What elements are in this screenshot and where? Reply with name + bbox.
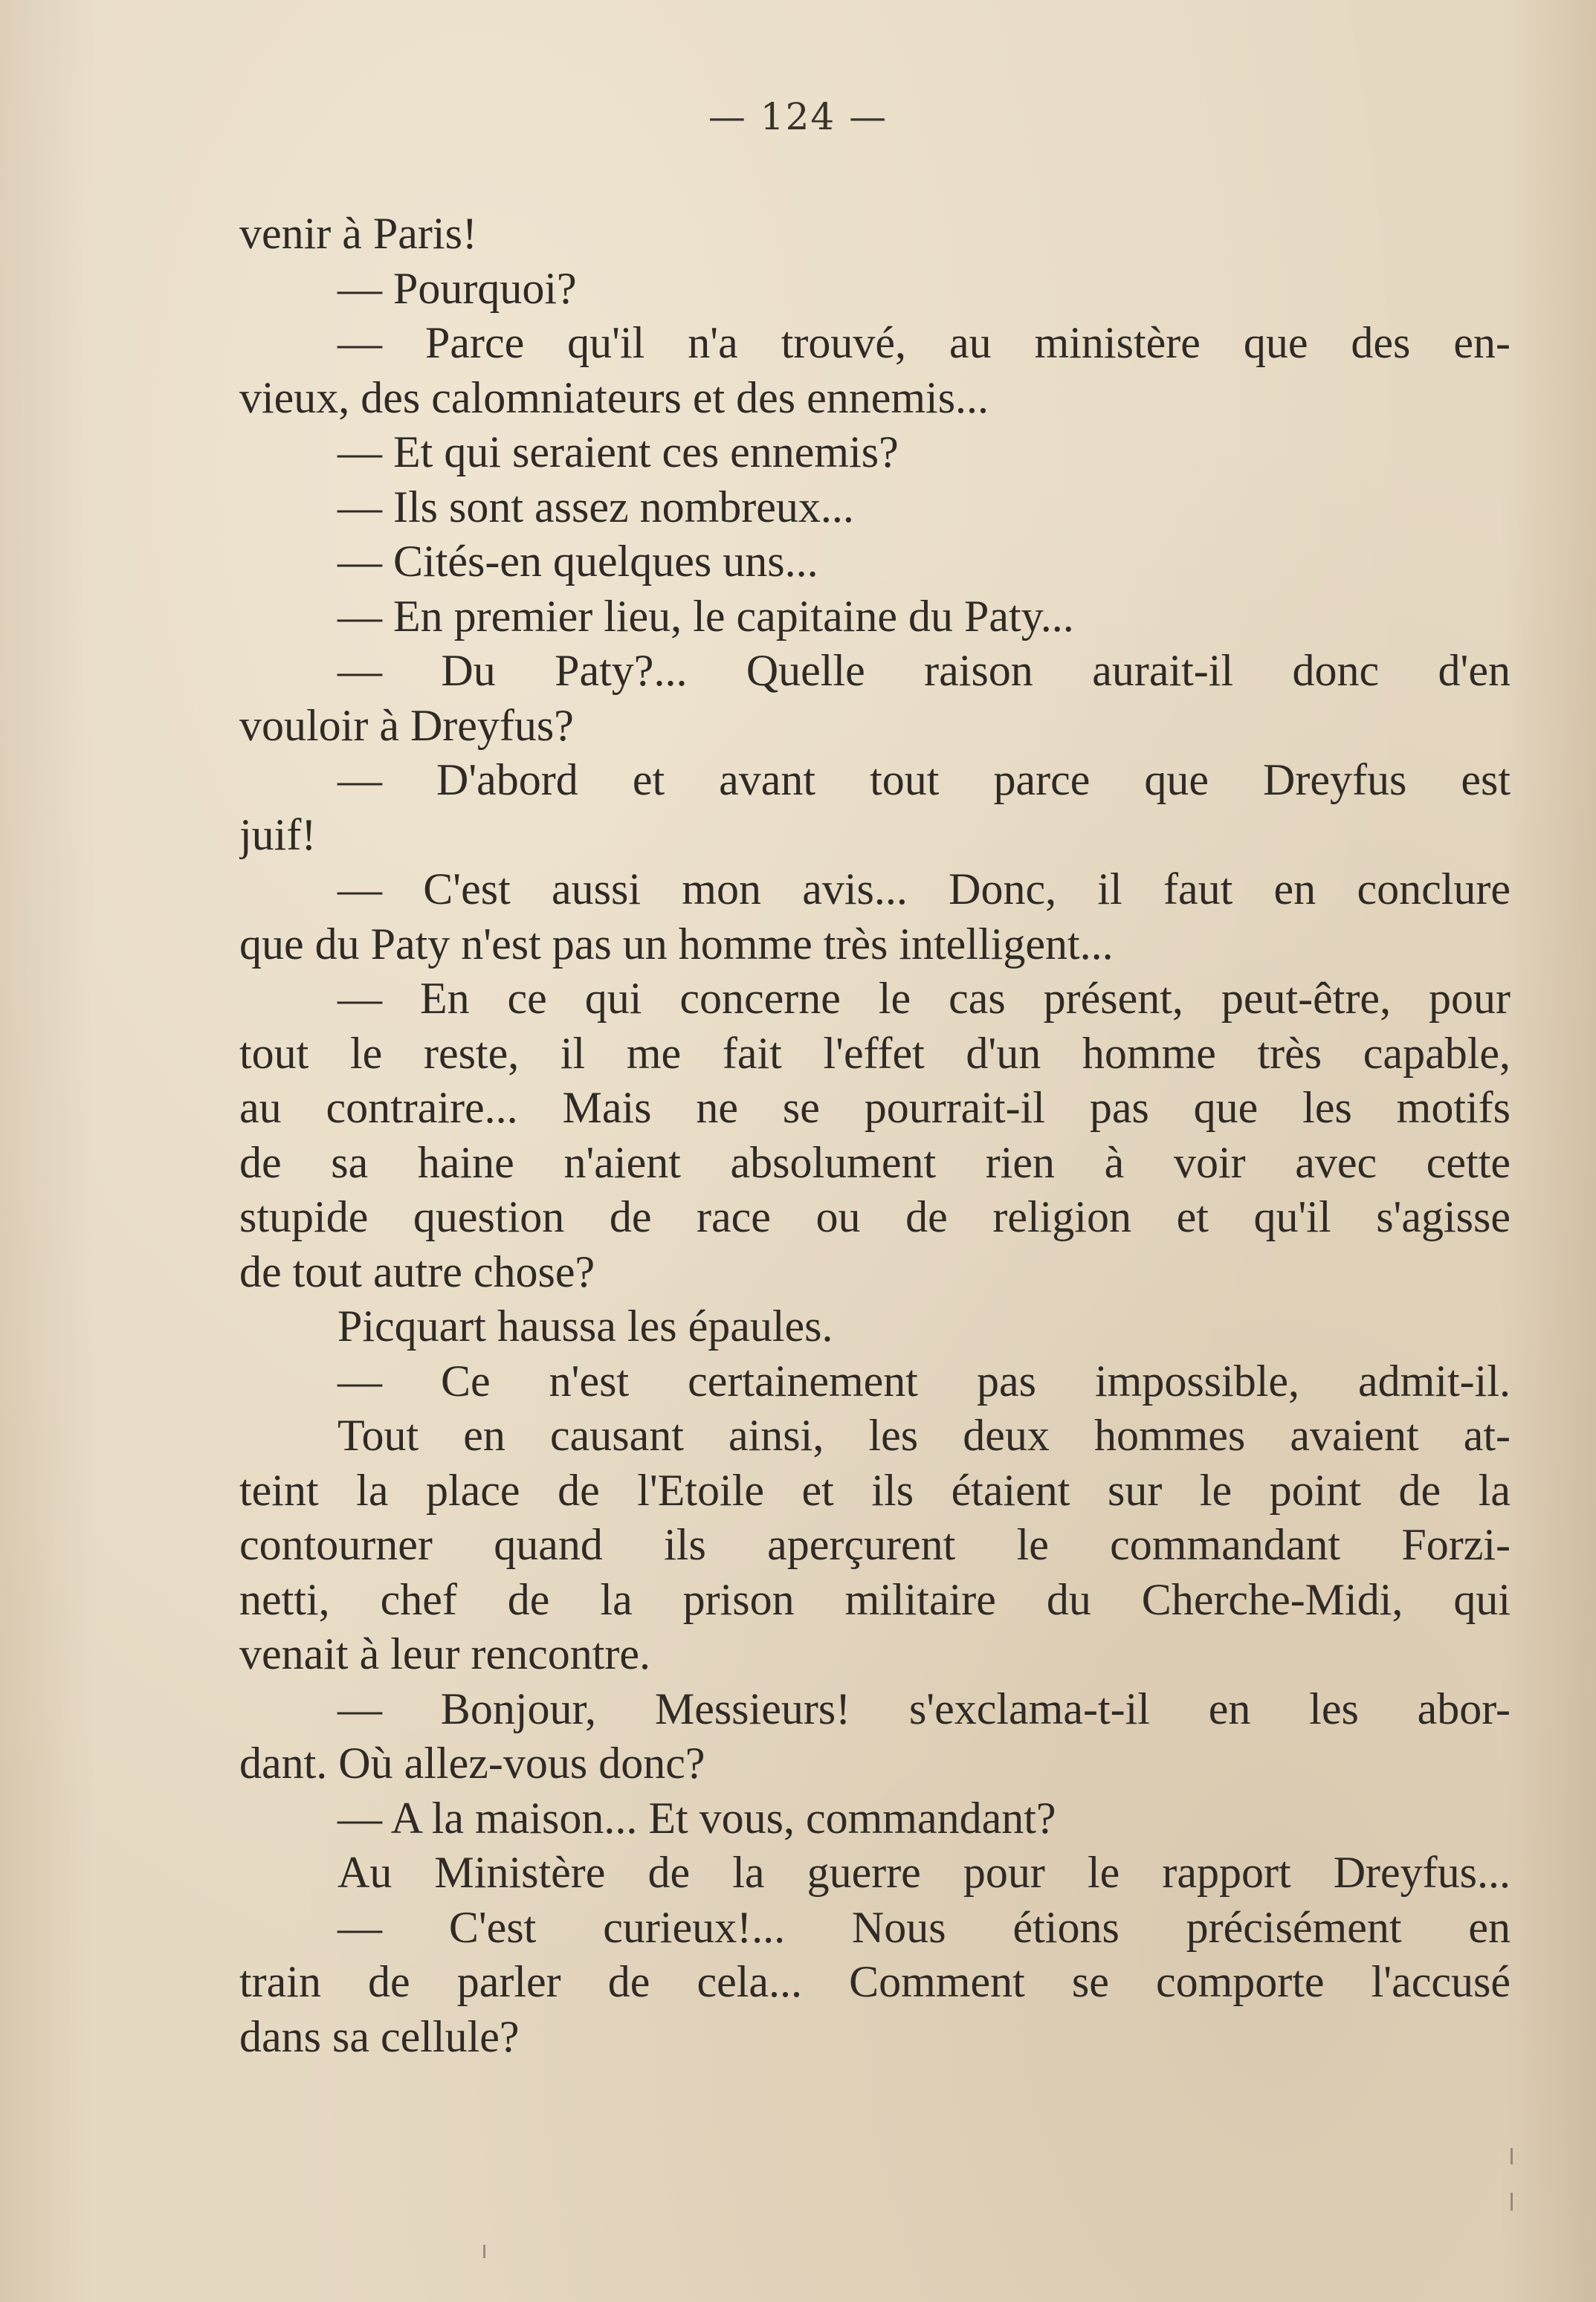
page-body-text: [239, 207, 1511, 2064]
text-line: dans sa cellule?: [239, 2011, 520, 2061]
text-line: stupide question de race ou de religion et qu'il s'agisse: [239, 1192, 1511, 1241]
paper-speck: [1511, 2193, 1513, 2211]
text-line: — En premier lieu, le capitaine du Paty...: [337, 591, 1074, 641]
text-line: — C'est curieux!... Nous étions précisément en: [337, 1902, 1511, 1952]
text-line: train de parler de cela... Comment se comporte l'accusé: [239, 1957, 1511, 2006]
text-line: netti, chef de la prison militaire du Cherche-Midi, qui: [239, 1574, 1511, 1624]
text-line: de sa haine n'aient absolument rien à voir avec cette: [239, 1137, 1511, 1187]
text-line: tout le reste, il me fait l'effet d'un homme très capable,: [239, 1028, 1511, 1078]
text-line: que du Paty n'est pas un homme très intelligent...: [239, 919, 1114, 969]
text-line: — Parce qu'il n'a trouvé, au ministère que des en-: [337, 318, 1511, 367]
text-line: — D'abord et avant tout parce que Dreyfus est: [337, 755, 1511, 804]
paper-speck: [1511, 2148, 1513, 2164]
text-line: — Ce n'est certainement pas impossible, admit-il.: [337, 1356, 1511, 1406]
text-line: — Bonjour, Messieurs! s'exclama-t-il en les abor-: [337, 1684, 1511, 1733]
text-line: — Pourquoi?: [337, 263, 577, 313]
paper-speck: [483, 2245, 485, 2258]
text-line: de tout autre chose?: [239, 1247, 595, 1296]
text-line: — Ils sont assez nombreux...: [337, 482, 854, 531]
text-line: Picquart haussa les épaules.: [337, 1302, 833, 1351]
text-line: — En ce qui concerne le cas présent, peut-être, pour: [337, 974, 1511, 1023]
text-line: Tout en causant ainsi, les deux hommes avaient at-: [337, 1411, 1511, 1460]
text-line: au contraire... Mais ne se pourrait-il pas que les motifs: [239, 1083, 1511, 1132]
text-line: dant. Où allez-vous donc?: [239, 1739, 705, 1788]
text-line: teint la place de l'Etoile et ils étaient sur le point de la: [239, 1465, 1511, 1515]
text-line: — A la maison... Et vous, commandant?: [337, 1793, 1056, 1843]
text-line: — C'est aussi mon avis... Donc, il faut en conclure: [337, 864, 1511, 914]
text-line: vieux, des calomniateurs et des ennemis...: [239, 372, 989, 422]
text-line: juif!: [239, 809, 317, 859]
text-line: contourner quand ils aperçurent le commandant Forzi-: [239, 1520, 1511, 1569]
text-line: — Cités-en quelques uns...: [337, 537, 818, 586]
text-line: vouloir à Dreyfus?: [239, 700, 574, 750]
text-line: Au Ministère de la guerre pour le rapport Dreyfus...: [337, 1848, 1511, 1897]
text-line: — Et qui seraient ces ennemis?: [337, 427, 899, 476]
page-number: — 124 —: [708, 95, 888, 138]
text-line: — Du Paty?... Quelle raison aurait-il donc d'en: [337, 646, 1511, 695]
text-line: venir à Paris!: [239, 209, 477, 258]
text-line: venait à leur rencontre.: [239, 1629, 651, 1678]
